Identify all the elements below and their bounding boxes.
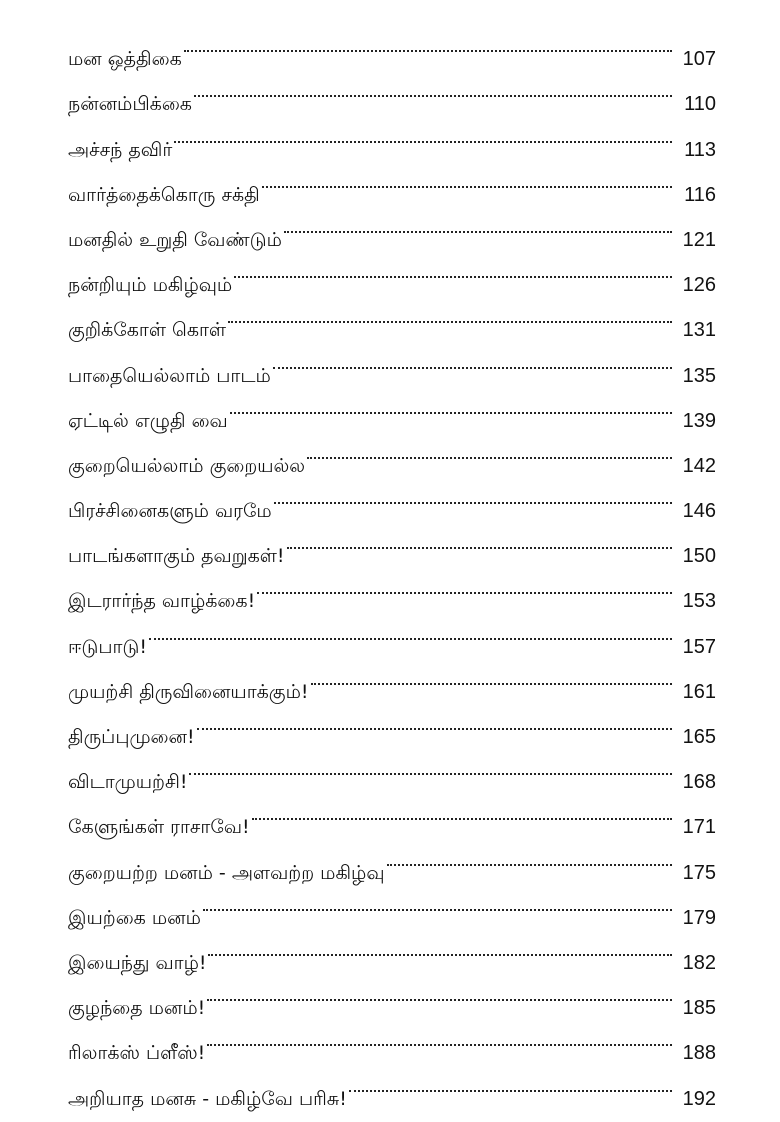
toc-title: விடாமுயற்சி! bbox=[68, 771, 188, 794]
toc-title: குழந்தை மனம்! bbox=[68, 997, 206, 1020]
leader-dots bbox=[149, 607, 672, 652]
leader-dots bbox=[287, 517, 672, 562]
toc-page-number: 168 bbox=[682, 771, 716, 794]
toc-title: குறையெல்லாம் குறையல்ல bbox=[68, 454, 306, 477]
leader-dots bbox=[228, 291, 672, 336]
leader-dots bbox=[311, 653, 673, 698]
toc-entry bbox=[68, 653, 716, 703]
toc-title: மனதில் உறுதி வேண்டும் bbox=[68, 228, 282, 251]
toc-title: திருப்புமுனை! bbox=[68, 726, 195, 748]
leader-dots bbox=[274, 472, 672, 517]
toc-page-number: 179 bbox=[682, 906, 716, 929]
toc-title: பிரச்சினைகளும் வரமே bbox=[68, 500, 272, 523]
toc-page-number: 121 bbox=[682, 228, 716, 251]
leader-dots bbox=[184, 20, 672, 65]
leader-dots bbox=[197, 698, 672, 743]
toc-page-number: 126 bbox=[682, 274, 716, 297]
toc-title: நன்னம்பிக்கை bbox=[68, 93, 192, 116]
toc-title: முயற்சி திருவினையாக்கும்! bbox=[68, 680, 309, 703]
leader-dots bbox=[207, 1014, 672, 1059]
leader-dots bbox=[174, 110, 672, 155]
toc-page-number: 131 bbox=[682, 319, 716, 342]
toc-page-number: 161 bbox=[682, 680, 716, 703]
toc-entry bbox=[68, 607, 716, 658]
leader-dots bbox=[349, 1059, 672, 1104]
toc-page-number: 116 bbox=[684, 183, 716, 206]
leader-dots bbox=[262, 156, 672, 201]
toc-page-number: 135 bbox=[682, 364, 716, 387]
leader-dots bbox=[230, 382, 672, 427]
toc-page-number: 110 bbox=[684, 93, 716, 116]
toc-page-number: 142 bbox=[682, 454, 716, 477]
table-of-contents bbox=[68, 20, 716, 1110]
toc-page-number: 185 bbox=[682, 997, 716, 1020]
toc-title: குறையற்ற மனம் - அளவற்ற மகிழ்வு bbox=[68, 861, 385, 884]
leader-dots bbox=[273, 336, 672, 381]
toc-page-number: 113 bbox=[684, 138, 716, 161]
toc-page-number: 139 bbox=[682, 409, 716, 432]
leader-dots bbox=[207, 969, 672, 1014]
leader-dots bbox=[208, 924, 672, 969]
leader-dots bbox=[307, 427, 672, 472]
toc-page-number: 192 bbox=[682, 1087, 716, 1110]
toc-title: குறிக்கோள் கொள் bbox=[68, 319, 227, 342]
toc-title: ஈடுபாடு! bbox=[68, 635, 147, 658]
leader-dots bbox=[194, 65, 672, 110]
toc-title: மன ஒத்திகை bbox=[68, 48, 182, 71]
toc-title: அறியாத மனசு - மகிழ்வே பரிசு! bbox=[68, 1087, 347, 1110]
toc-page-number: 171 bbox=[682, 816, 716, 839]
toc-title: இயற்கை மனம் bbox=[68, 906, 201, 929]
toc-page-number: 188 bbox=[682, 1042, 716, 1065]
toc-title: ஏட்டில் எழுதி வை bbox=[68, 409, 228, 432]
toc-title: கேளுங்கள் ராசாவே! bbox=[68, 816, 250, 839]
toc-page-number: 175 bbox=[682, 861, 716, 884]
leader-dots bbox=[189, 743, 672, 788]
toc-title: ரிலாக்ஸ் ப்ளீஸ்! bbox=[68, 1042, 206, 1065]
leader-dots bbox=[257, 562, 672, 607]
toc-title: அச்சந் தவிர் bbox=[68, 138, 173, 161]
leader-dots bbox=[203, 879, 672, 924]
toc-page-number: 157 bbox=[682, 635, 716, 658]
toc-title: இயைந்து வாழ்! bbox=[68, 951, 207, 974]
toc-page-number: 153 bbox=[682, 590, 716, 613]
leader-dots bbox=[284, 201, 672, 246]
toc-page-number: 165 bbox=[682, 726, 716, 748]
leader-dots bbox=[234, 246, 672, 291]
toc-page-number: 146 bbox=[682, 500, 716, 523]
toc-title: இடரார்ந்த வாழ்க்கை! bbox=[68, 590, 256, 613]
toc-entry bbox=[68, 20, 716, 71]
toc-title: வார்த்தைக்கொரு சக்தி bbox=[68, 183, 260, 206]
toc-title: நன்றியும் மகிழ்வும் bbox=[68, 274, 233, 297]
leader-dots bbox=[252, 788, 672, 833]
toc-title: பாதையெல்லாம் பாடம் bbox=[68, 364, 271, 387]
toc-page-number: 182 bbox=[682, 951, 716, 974]
toc-title: பாடங்களாகும் தவறுகள்! bbox=[68, 545, 285, 568]
leader-dots bbox=[387, 833, 673, 878]
toc-page-number: 150 bbox=[682, 545, 716, 568]
toc-page-number: 107 bbox=[682, 48, 716, 71]
